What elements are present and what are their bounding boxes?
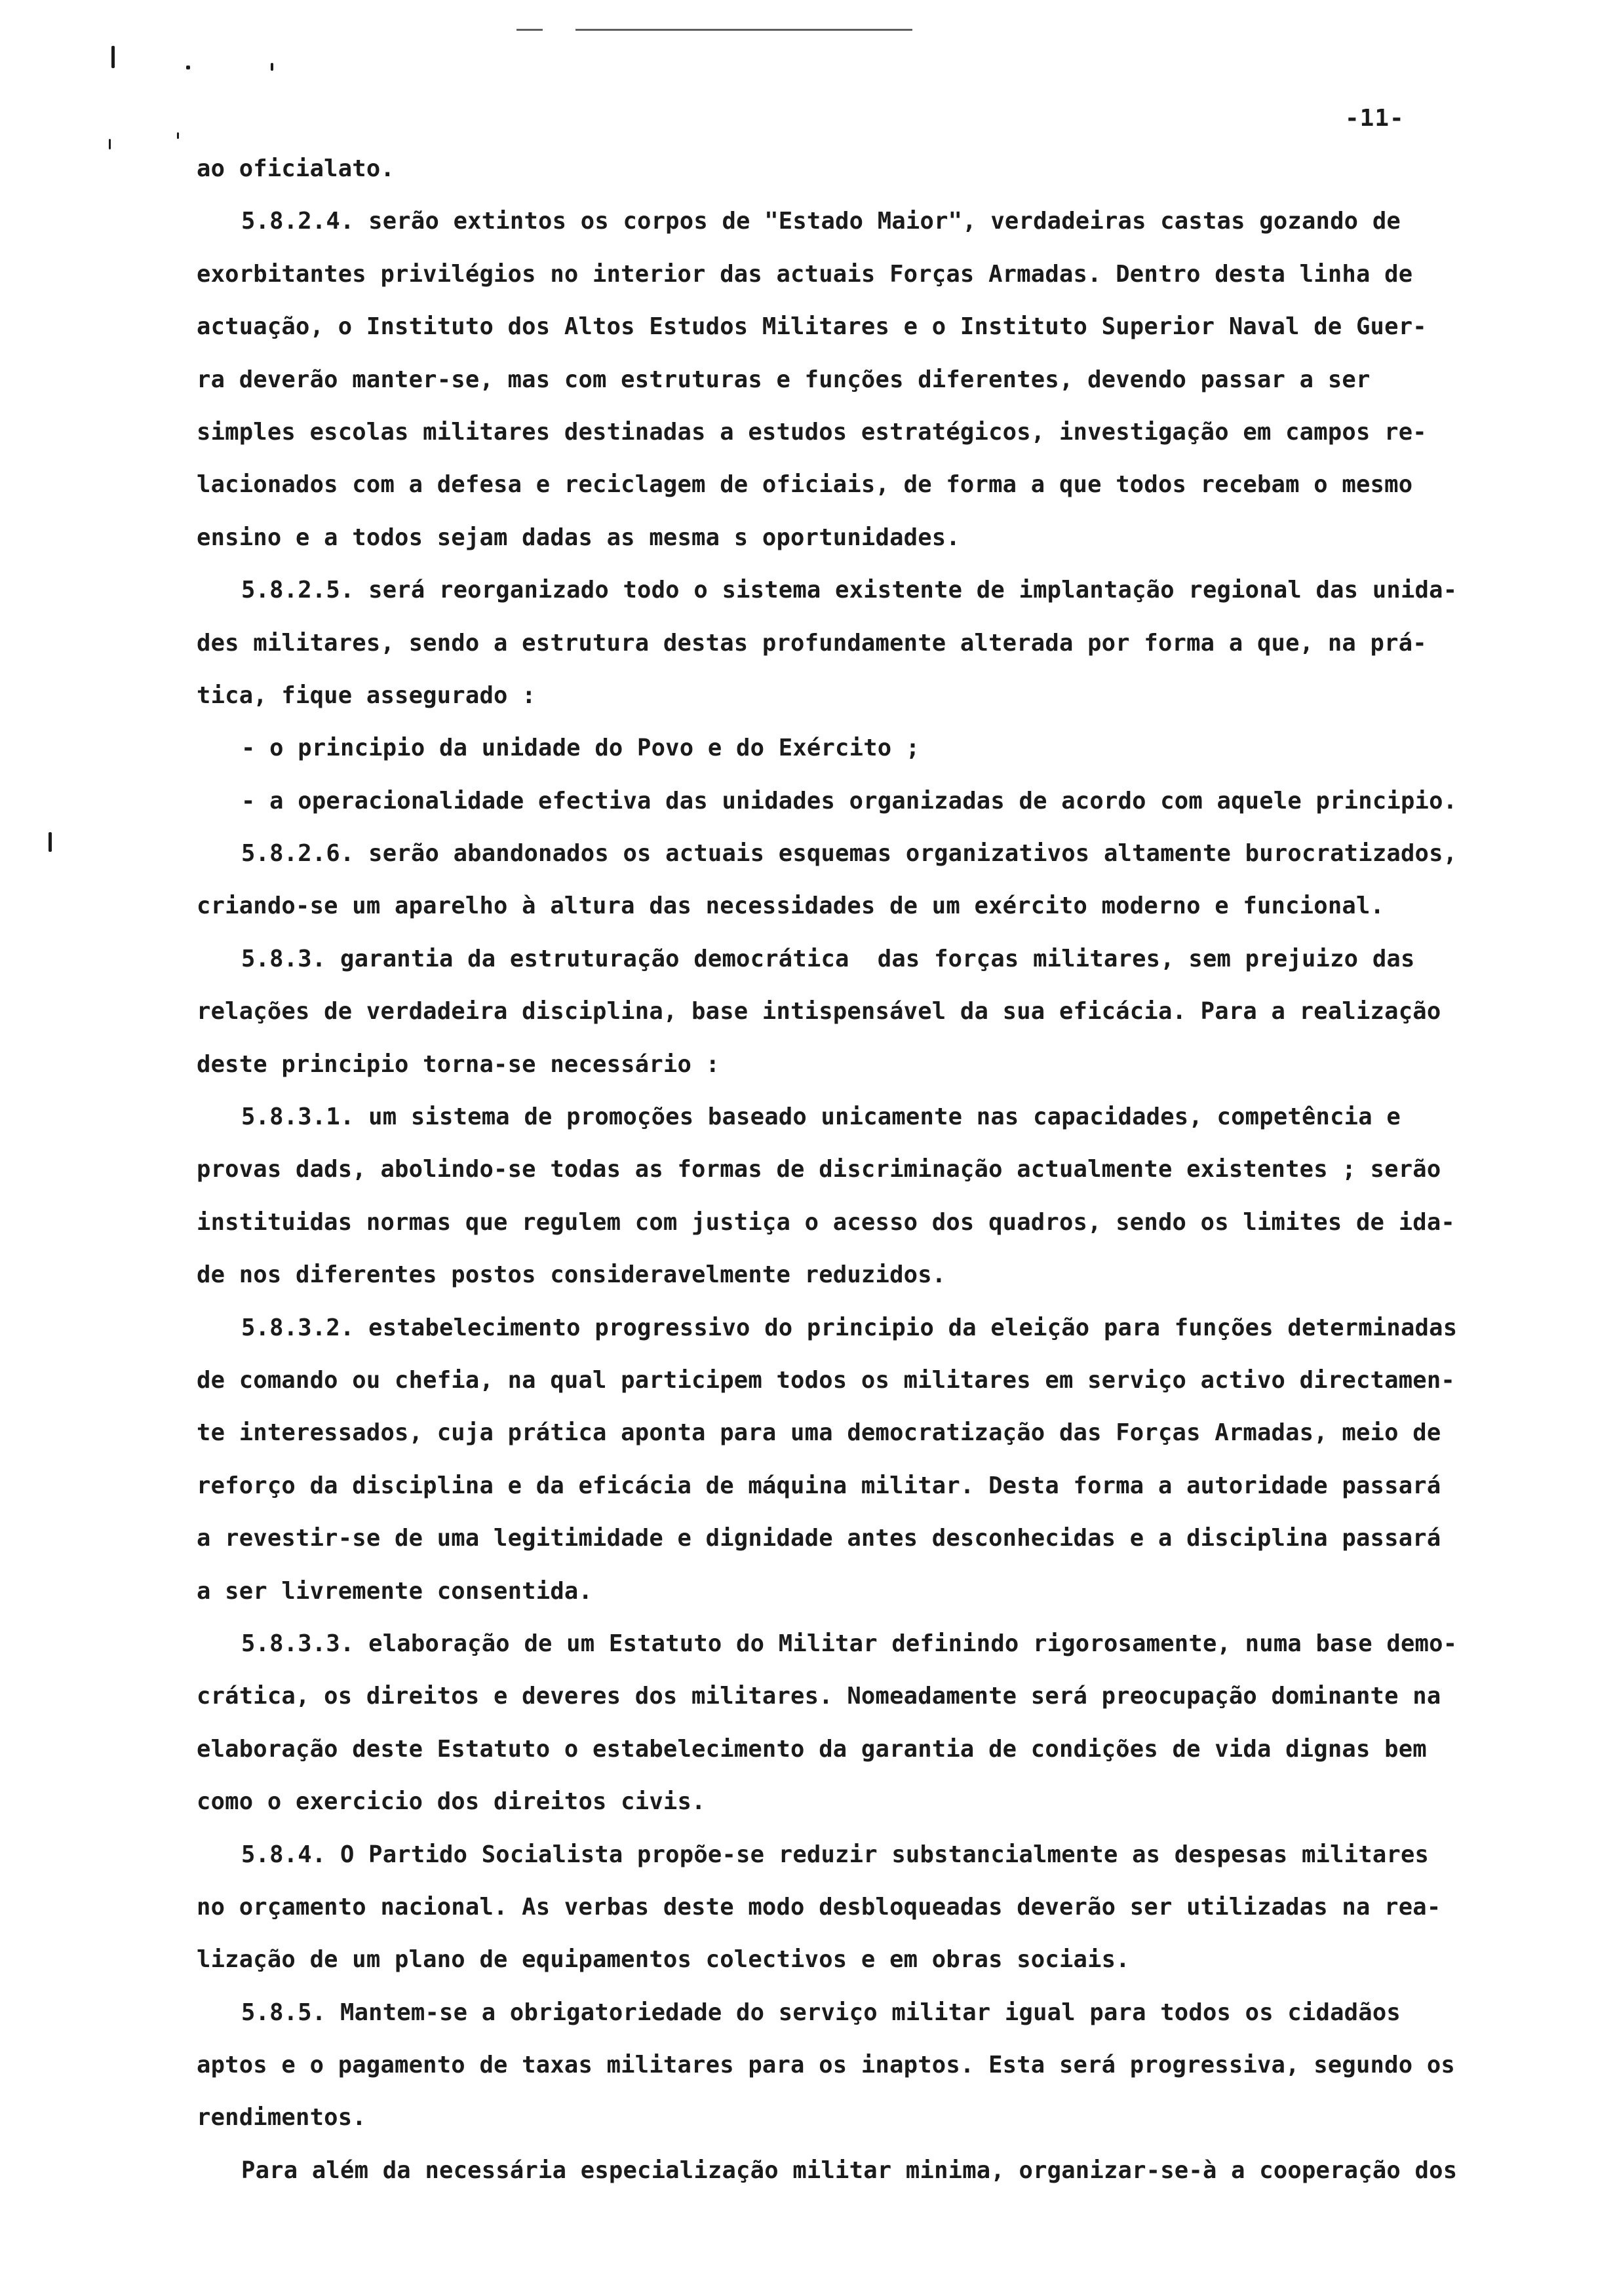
text-line: 5.8.3. garantia da estruturação democrática das forças militares, sem prejuizo das — [241, 945, 1415, 972]
text-line: crática, os direitos e deveres dos militares. Nomeadamente será preocupação dominante na — [197, 1683, 1441, 1710]
text-line: rendimentos. — [197, 2104, 366, 2132]
text-line: 5.8.5. Mantem-se a obrigatoriedade do serviço militar igual para todos os cidadãos — [241, 1999, 1401, 2026]
text-line: lacionados com a defesa e reciclagem de oficiais, de forma a que todos recebam o mesmo — [197, 471, 1413, 499]
text-line: - o principio da unidade do Povo e do Exército ; — [241, 735, 920, 762]
text-line: 5.8.3.3. elaboração de um Estatuto do Militar definindo rigorosamente, numa base demo- — [241, 1630, 1458, 1657]
top-rule — [575, 29, 912, 31]
text-line: 5.8.3.1. um sistema de promoções baseado unicamente nas capacidades, competência e — [241, 1103, 1401, 1131]
text-line: a revestir-se de uma legitimidade e dignidade antes desconhecidas e a disciplina passará — [197, 1525, 1441, 1552]
text-line: aptos e o pagamento de taxas militares para os inaptos. Esta será progressiva, segundo os — [197, 2052, 1455, 2079]
page-number: -11- — [1345, 105, 1405, 132]
text-line: Para além da necessária especialização militar minima, organizar-se-à a cooperação dos — [241, 2156, 1458, 2184]
margin-mark — [186, 66, 190, 69]
text-line: de nos diferentes postos consideravelmente reduzidos. — [197, 1261, 946, 1289]
text-line: 5.8.2.5. será reorganizado todo o sistema existente de implantação regional das unida- — [241, 577, 1458, 604]
top-rule-left — [516, 29, 543, 31]
text-line: ra deverão manter-se, mas com estruturas e funções diferentes, devendo passar a ser — [197, 366, 1371, 393]
text-line: des militares, sendo a estrutura destas profundamente alterada por forma a que, na prá- — [197, 629, 1427, 657]
margin-mark — [109, 139, 111, 149]
margin-mark — [271, 63, 273, 71]
text-line: criando-se um aparelho à altura das necessidades de um exército moderno e funcional. — [197, 892, 1385, 920]
text-line: actuação, o Instituto dos Altos Estudos Militares e o Instituto Superior Naval de Guer- — [197, 313, 1427, 341]
text-line: reforço da disciplina e da eficácia de máquina militar. Desta forma a autoridade passará — [197, 1472, 1441, 1499]
text-line: 5.8.2.4. serão extintos os corpos de "Estado Maior", verdadeiras castas gozando de — [241, 208, 1401, 235]
text-line: a ser livremente consentida. — [197, 1577, 593, 1605]
text-line: deste principio torna-se necessário : — [197, 1050, 720, 1078]
text-line: como o exercicio dos direitos civis. — [197, 1788, 706, 1816]
text-line: 5.8.2.6. serão abandonados os actuais esquemas organizativos altamente burocratizados, — [241, 840, 1458, 868]
text-line: lização de um plano de equipamentos colectivos e em obras sociais. — [197, 1946, 1130, 1974]
text-line: simples escolas militares destinadas a estudos estratégicos, investigação em campos re- — [197, 418, 1427, 446]
body-text — [197, 143, 1563, 2197]
text-line: provas dads, abolindo-se todas as formas de discriminação actualmente existentes ; serão — [197, 1156, 1441, 1183]
text-line: ensino e a todos sejam dadas as mesma s oportunidades. — [197, 524, 960, 551]
text-line: no orçamento nacional. As verbas deste modo desbloqueadas deverão ser utilizadas na rea- — [197, 1893, 1441, 1921]
text-line: ao oficialato. — [197, 155, 395, 182]
text-line: de comando ou chefia, na qual participem todos os militares em serviço activo directamen- — [197, 1366, 1455, 1394]
text-line: - a operacionalidade efectiva das unidades organizadas de acordo com aquele principio. — [241, 787, 1458, 814]
text-line: te interessados, cuja prática aponta para uma democratização das Forças Armadas, meio de — [197, 1419, 1441, 1447]
text-line: 5.8.4. O Partido Socialista propõe-se reduzir substancialmente as despesas militares — [241, 1841, 1430, 1868]
text-line: instituidas normas que regulem com justiça o acesso dos quadros, sendo os limites de ida- — [197, 1208, 1455, 1236]
margin-mark — [111, 46, 115, 68]
text-line: relações de verdadeira disciplina, base intispensável da sua eficácia. Para a realização — [197, 998, 1441, 1025]
text-line: 5.8.3.2. estabelecimento progressivo do principio da eleição para funções determinadas — [241, 1314, 1458, 1341]
margin-mark — [49, 832, 52, 852]
text-line: elaboração deste Estatuto o estabelecimento da garantia de condições de vida dignas bem — [197, 1735, 1427, 1763]
text-line: tica, fique assegurado : — [197, 681, 536, 709]
margin-mark — [177, 132, 179, 139]
text-line: exorbitantes privilégios no interior das actuais Forças Armadas. Dentro desta linha de — [197, 260, 1413, 288]
